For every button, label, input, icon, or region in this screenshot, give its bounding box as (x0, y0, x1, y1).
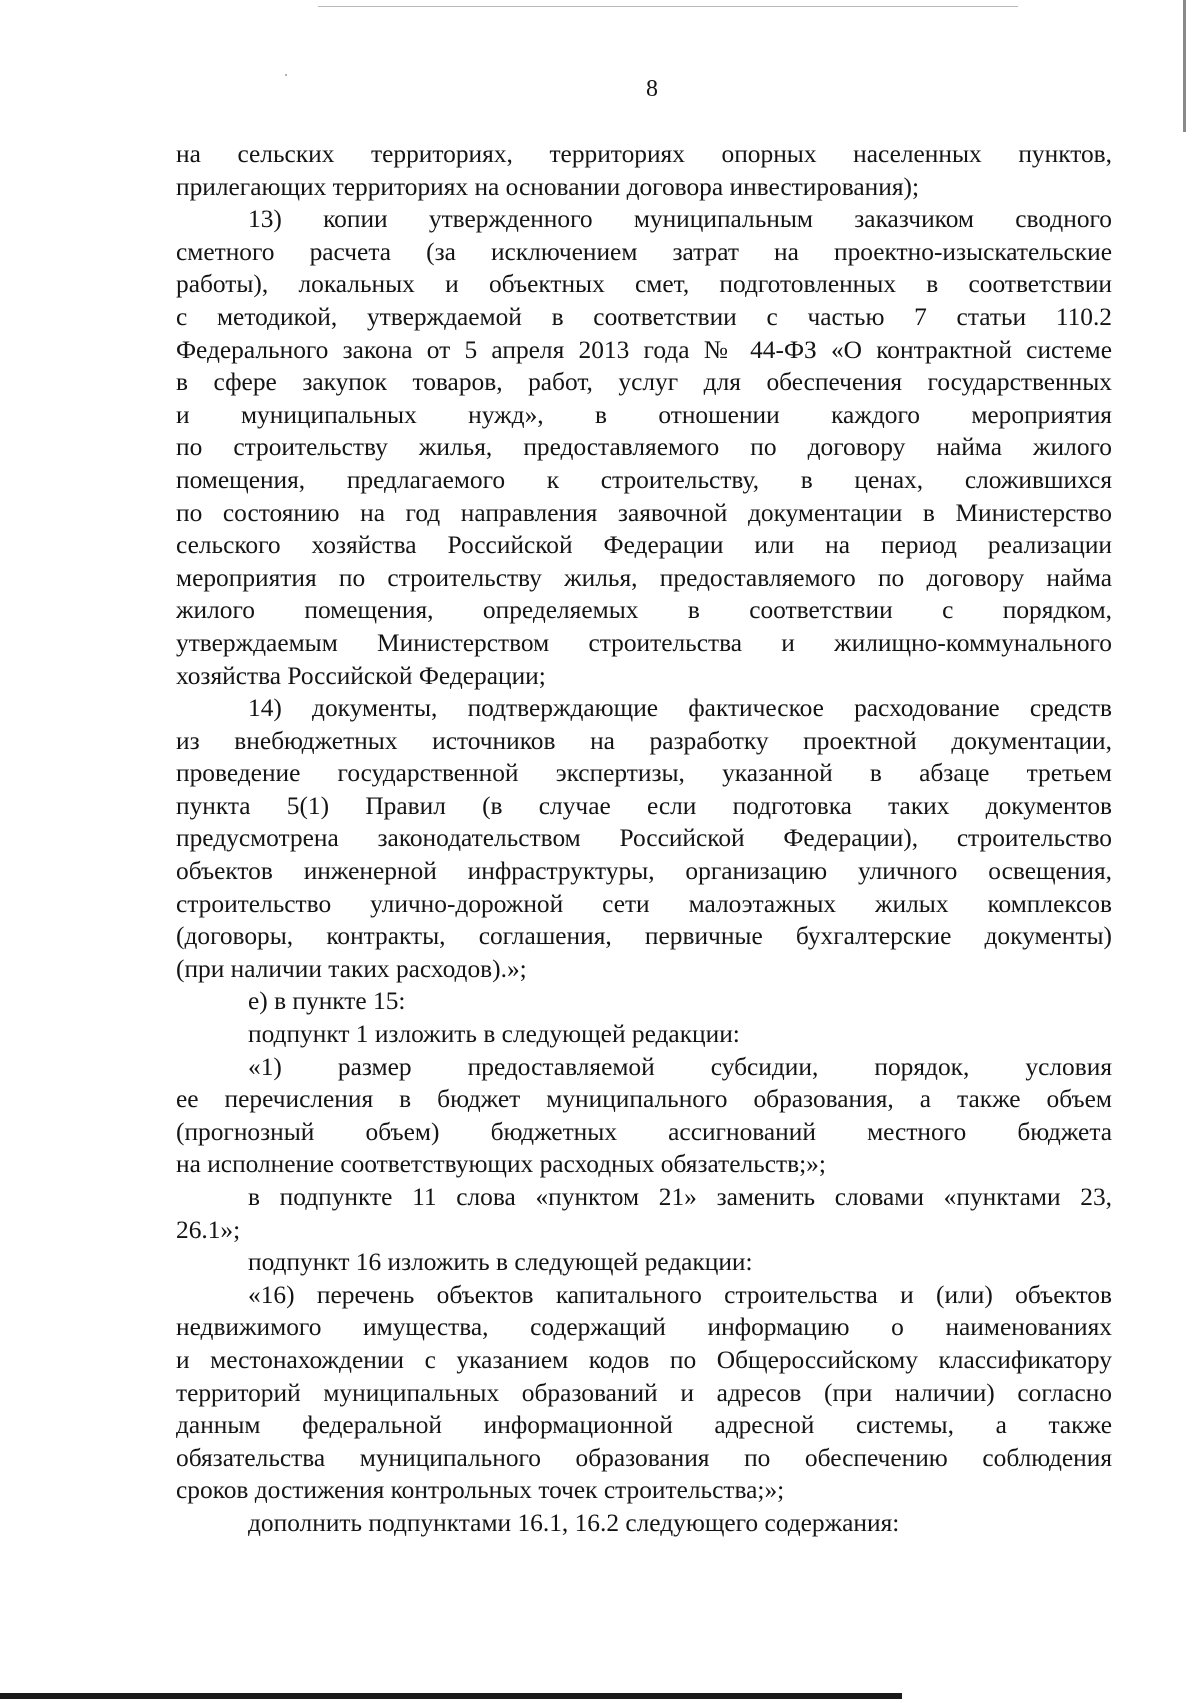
text-line: е) в пункте 15: (248, 987, 406, 1016)
text-line: и местонахождении с указанием кодов по Общероссийскому классификатору (176, 1345, 1112, 1374)
scan-edge-right (1183, 0, 1186, 132)
text-line: объектов инженерной инфраструктуры, организацию уличного освещения, (176, 857, 1112, 886)
text-line: помещения, предлагаемого к строительству, в ценах, сложившихся (176, 465, 1112, 494)
text-line: и муниципальных нужд», в отношении каждого мероприятия (176, 400, 1112, 429)
text-line: Федерального закона от 5 апреля 2013 года № 44-ФЗ «О контрактной системе (176, 335, 1112, 364)
text-line: недвижимого имущества, содержащий информацию о наименованиях (176, 1313, 1112, 1342)
text-line: подпункт 1 изложить в следующей редакции: (248, 1020, 740, 1049)
text-line: ее перечисления в бюджет муниципального образования, а также объем (176, 1085, 1112, 1114)
text-line: «16) перечень объектов капитального строительства и (или) объектов (248, 1280, 1112, 1309)
text-line: (при наличии таких расходов).»; (176, 954, 527, 983)
text-line: сметного расчета (за исключением затрат на проектно-изыскательские (176, 237, 1112, 266)
text-line: территорий муниципальных образований и адресов (при наличии) согласно (176, 1378, 1112, 1407)
scan-edge-top (318, 6, 1018, 7)
text-line: подпункт 16 изложить в следующей редакции: (248, 1248, 753, 1277)
text-line: работы), локальных и объектных смет, подготовленных в соответствии (176, 270, 1112, 299)
document-body (176, 138, 1112, 1540)
text-line: в подпункте 11 слова «пунктом 21» заменить словами «пунктами 23, (248, 1183, 1112, 1211)
text-line: 13) копии утвержденного муниципальным заказчиком сводного (248, 205, 1112, 234)
text-line: хозяйства Российской Федерации; (176, 661, 546, 690)
text-line: дополнить подпунктами 16.1, 16.2 следующего содержания: (248, 1508, 900, 1537)
text-line: из внебюджетных источников на разработку проектной документации, (176, 726, 1112, 755)
text-line: мероприятия по строительству жилья, предоставляемого по договору найма (176, 563, 1112, 592)
scan-edge-bottom (0, 1693, 902, 1699)
text-line: в сфере закупок товаров, работ, услуг для обеспечения государственных (176, 368, 1112, 397)
text-line: проведение государственной экспертизы, указанной в абзаце третьем (176, 759, 1112, 788)
text-line: строительство улично-дорожной сети малоэтажных жилых комплексов (176, 889, 1112, 918)
text-line: по строительству жилья, предоставляемого по договору найма жилого (176, 433, 1112, 462)
text-line: обязательства муниципального образования по обеспечению соблюдения (176, 1443, 1112, 1472)
text-line: на исполнение соответствующих расходных обязательств;»; (176, 1150, 826, 1179)
text-line: жилого помещения, определяемых в соответствии с порядком, (176, 596, 1112, 625)
text-line: «1) размер предоставляемой субсидии, порядок, условия (248, 1052, 1112, 1081)
text-line: 14) документы, подтверждающие фактическое расходование средств (248, 694, 1112, 723)
text-line: (прогнозный объем) бюджетных ассигнований местного бюджета (176, 1117, 1112, 1146)
text-line: с методикой, утверждаемой в соответствии с частью 7 статьи 110.2 (176, 302, 1112, 331)
scan-speck (285, 74, 287, 76)
text-line: 26.1»; (176, 1215, 241, 1244)
page-number: 8 (646, 76, 658, 102)
text-line: предусмотрена законодательством Российской Федерации), строительство (176, 824, 1112, 853)
text-line: на сельских территориях, территориях опорных населенных пунктов, (176, 140, 1112, 168)
text-line: прилегающих территориях на основании договора инвестирования); (176, 172, 920, 201)
text-line: сельского хозяйства Российской Федерации или на период реализации (176, 531, 1112, 560)
text-line: по состоянию на год направления заявочной документации в Министерство (176, 498, 1112, 527)
text-line: утверждаемым Министерством строительства и жилищно-коммунального (176, 628, 1112, 657)
text-line: сроков достижения контрольных точек строительства;»; (176, 1476, 785, 1505)
text-line: данным федеральной информационной адресной системы, а также (176, 1411, 1112, 1440)
text-line: пункта 5(1) Правил (в случае если подготовка таких документов (176, 791, 1112, 820)
text-line: (договоры, контракты, соглашения, первичные бухгалтерские документы) (176, 922, 1112, 951)
